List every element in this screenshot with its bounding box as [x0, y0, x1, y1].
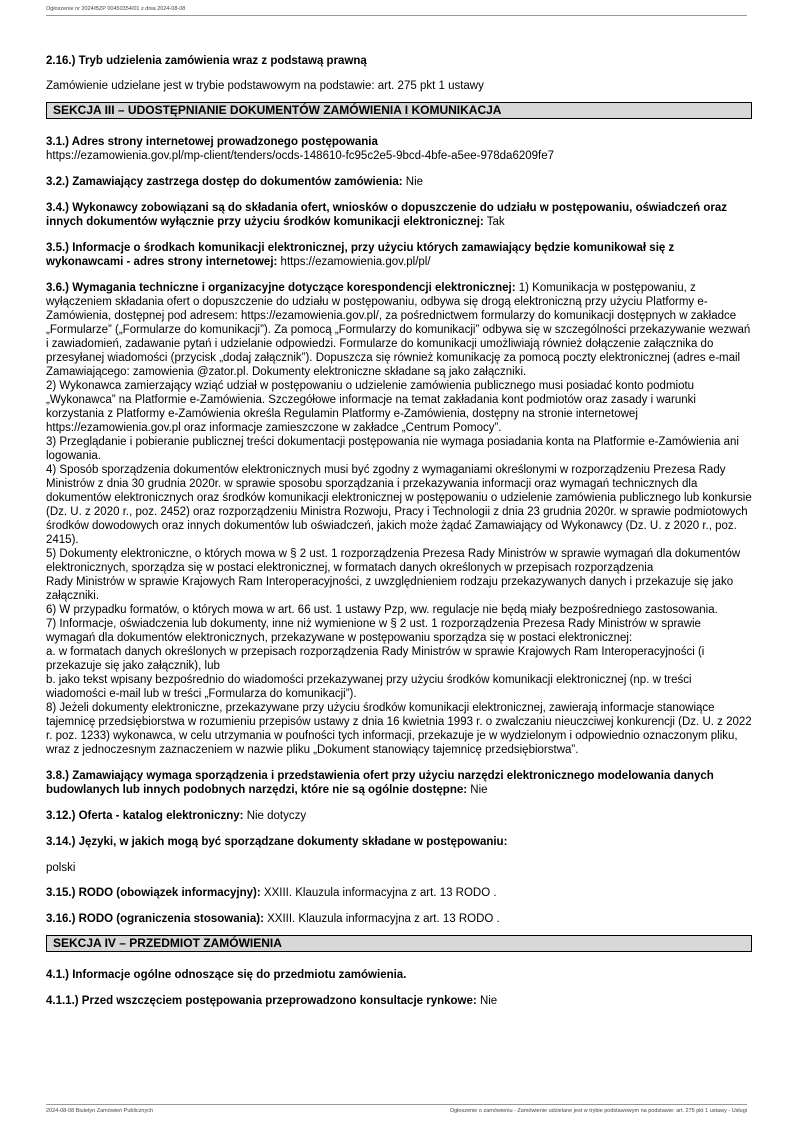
- s3-12-value: Nie dotyczy: [246, 810, 307, 822]
- footer-divider: [46, 1104, 747, 1105]
- s2-16-text: Zamówienie udzielane jest w trybie podstawowym na podstawie: art. 275 pkt 1 ustawy: [46, 80, 484, 92]
- s3-16-value: XXIII. Klauzula informacyjna z art. 13 RODO .: [267, 913, 500, 925]
- s3-16: 3.16.) RODO (ograniczenia stosowania): XXIII. Klauzula informacyjna z art. 13 RODO .: [46, 913, 500, 925]
- s3-6-line: 4) Sposób sporządzenia dokumentów elektronicznych musi być zgodny z wymaganiami określonymi w rozporządzeniu Prezesa Rady Ministrów z dnia 30 grudnia 2020r. w sprawie sposobu sporządzania i przekazywania informacji oraz wymagań technicznych dla dokumentów elektronicznych oraz środków komunikacji elektronicznej w postępowaniu o udzielenie zamówienia publicznego lub konkursie (Dz. U. z 2020 r., poz. 2452) oraz rozporządzeniu Ministra Rozwoju, Pracy i Technologii z dnia 23 grudnia 2020r. w sprawie podmiotowych środków dowodowych oraz innych dokumentów lub oświadczeń, jakich może żądać Zamawiający od Wykonawcy (Dz. U. z 2020 r., poz. 2415).: [46, 464, 752, 546]
- s3-14-title: 3.14.) Języki, w jakich mogą być sporządzane dokumenty składane w postępowaniu:: [46, 836, 508, 848]
- section-iv-header: SEKCJA IV – PRZEDMIOT ZAMÓWIENIA: [46, 935, 752, 952]
- s3-6-line: 8) Jeżeli dokumenty elektroniczne, przekazywane przy użyciu środków komunikacji elektronicznej, zawierają informacje stanowiące tajemnicę przedsiębiorstwa w rozumieniu przepisów ustawy z dnia 16 kwietnia 1993 r. o zwalczaniu nieuczciwej konkurencji (Dz. U. z 2022 r. poz. 1233) wykonawca, w celu utrzymania w poufności tych informacji, przekazuje je w wydzielonym i odpowiednio oznaczonym pliku, wraz z jednoczesnym zaznaczeniem w nazwie pliku „Dokument stanowiący tajemnicę przedsiębiorstwa”.: [46, 702, 752, 756]
- s4-1-title: 4.1.) Informacje ogólne odnoszące się do przedmiotu zamówienia.: [46, 969, 407, 981]
- s3-2-value: Nie: [405, 176, 424, 188]
- s3-6-line: Rady Ministrów w sprawie Krajowych Ram Interoperacyjności, z uwzględnieniem rodzaju przekazywanych danych i przekazuje się jako załączniki.: [46, 576, 734, 602]
- s3-1-url: https://ezamowienia.gov.pl/mp-client/tenders/ocds-148610-fc95c2e5-9bcd-4bfe-a5ee-978da6209fe7: [46, 150, 555, 162]
- s3-6-line: 2) Wykonawca zamierzający wziąć udział w postępowaniu o udzielenie zamówienia publicznego musi posiadać konto podmiotu „Wykonawca” na Platformie e-Zamówienia. Szczegółowe informacje na temat zakładania kont podmiotów oraz zasady i warunki korzystania z Platformy e-Zamówienia określa Regulamin Platformy e-Zamówienia, dostępny na stronie internetowej https://ezamowienia.gov.pl oraz informacje zamieszczone w zakładce „Centrum Pomocy”.: [46, 380, 696, 434]
- s3-4: 3.4.) Wykonawcy zobowiązani są do składania ofert, wniosków o dopuszczenie do udziału w postępowaniu, oświadczeń oraz innych dokumentów wyłącznie przy użyciu środków komunikacji elektronicznej: Tak: [46, 202, 727, 228]
- s3-1-title: 3.1.) Adres strony internetowej prowadzonego postępowania: [46, 136, 378, 148]
- s3-4-value: Tak: [486, 216, 505, 228]
- s3-6-line: 7) Informacje, oświadczenia lub dokumenty, inne niż wymienione w § 2 ust. 1 rozporządzenia Prezesa Rady Ministrów w sprawie wymagań dla dokumentów elektronicznych, przekazywane w postępowaniu sporządza się w postaci elektronicznej:: [46, 618, 701, 644]
- footer-left: 2024-08-08 Biuletyn Zamówień Publicznych: [46, 1108, 154, 1114]
- s3-6-intro-text: 1) Komunikacja w postępowaniu, z wyłączeniem składania ofert o dopuszczenie do udziału w postępowaniu, odbywa się drogą elektroniczną przy użyciu Platformy e-Zamówienia, dostępnej pod adresem: https://ezamowienia.gov.pl/, za pośrednictwem formularzy do komunikacji dostępnych w zakładce „Formularze” („Formularze do komunikacji”). Za pomocą „Formularzy do komunikacji” odbywa się w szczególności przekazywanie wezwań i zawiadomień, zadawanie pytań i udzielanie odpowiedzi. Formularze do komunikacji umożliwiają również dołączenie załącznika do przesyłanej wiadomości (przycisk „dodaj załącznik”). Dopuszcza się również komunikację za pomocą poczty elektronicznej (adres e-mail Zamawiającego: zamowienia @zator.pl. Dokumenty elektroniczne składane są jako załączniki.: [46, 282, 751, 378]
- s2-16-title: 2.16.) Tryb udzielenia zamówienia wraz z podstawą prawną: [46, 55, 367, 67]
- s4-1-1: 4.1.1.) Przed wszczęciem postępowania przeprowadzono konsultacje rynkowe: Nie: [46, 995, 498, 1007]
- s3-14-value: polski: [46, 862, 76, 874]
- footer-right: Ogłoszenie o zamówieniu - Zamówienie udzielane jest w trybie podstawowym na podstawie: art. 275 pkt 1 ustawy - Usługi: [449, 1108, 747, 1114]
- s3-2: 3.2.) Zamawiający zastrzega dostęp do dokumentów zamówienia: Nie: [46, 176, 424, 188]
- s4-1-1-value: Nie: [479, 995, 498, 1007]
- header-divider: [46, 15, 747, 16]
- s3-8: 3.8.) Zamawiający wymaga sporządzenia i przedstawienia ofert przy użyciu narzędzi elektronicznego modelowania danych budowlanych lub innych podobnych narzędzi, które nie są ogólnie dostępne: Nie: [46, 770, 714, 796]
- s3-8-value: Nie: [470, 784, 488, 796]
- s3-12: 3.12.) Oferta - katalog elektroniczny: Nie dotyczy: [46, 810, 307, 822]
- s3-6-line: 3) Przeglądanie i pobieranie publicznej treści dokumentacji postępowania nie wymaga posiadania konta na Platformie e-Zamówienia ani logowania.: [46, 436, 739, 462]
- page-header: Ogłoszenie nr 2024/BZP 00450354/01 z dnia 2024-08-08: [46, 6, 186, 12]
- s3-6-intro: 3.6.) Wymagania techniczne i organizacyjne dotyczące korespondencji elektronicznej: 1) Komunikacja w postępowaniu, z wyłączeniem składania ofert o dopuszczenie do udziału w postępowaniu, odbywa się drogą elektroniczną przy użyciu Platformy e-Zamówienia, dostępnej pod adresem: https://ezamowienia.gov.pl/, za pośrednictwem formularzy do komunikacji dostępnych w zakładce „Formularze” („Formularze do komunikacji”). Za pomocą „Formularzy do komunikacji” odbywa się w szczególności przekazywanie wezwań i zawiadomień, zadawanie pytań i udzielanie odpowiedzi. Formularze do komunikacji umożliwiają również dołączenie załącznika do przesyłanej wiadomości (przycisk „dodaj załącznik”). Dopuszcza się również komunikację za pomocą poczty elektronicznej (adres e-mail Zamawiającego: zamowienia @zator.pl. Dokumenty elektroniczne składane są jako załączniki.: [46, 282, 751, 378]
- s3-15-value: XXIII. Klauzula informacyjna z art. 13 RODO .: [263, 887, 497, 899]
- s3-5: 3.5.) Informacje o środkach komunikacji elektronicznej, przy użyciu których zamawiający będzie komunikował się z wykonawcami - adres strony internetowej: https://ezamowienia.gov.pl/pl/: [46, 242, 675, 268]
- s3-15: 3.15.) RODO (obowiązek informacyjny): XXIII. Klauzula informacyjna z art. 13 RODO .: [46, 887, 497, 899]
- s3-6-line: 6) W przypadku formatów, o których mowa w art. 66 ust. 1 ustawy Pzp, ww. regulacje nie będą miały bezpośredniego zastosowania.: [46, 604, 718, 616]
- document-body: [46, 54, 752, 1008]
- s3-6-line: a. w formatach danych określonych w przepisach rozporządzenia Rady Ministrów w sprawie Krajowych Ram Interoperacyjności (i przekazuje się jako załącznik), lub: [46, 646, 705, 672]
- s3-6-line: 5) Dokumenty elektroniczne, o których mowa w § 2 ust. 1 rozporządzenia Prezesa Rady Ministrów w sprawie wymagań dla dokumentów elektronicznych, sporządza się w postaci elektronicznej, w formatach danych określonych w przepisach rozporządzenia: [46, 548, 741, 574]
- s3-5-value: https://ezamowienia.gov.pl/pl/: [280, 256, 431, 268]
- section-iii-header: SEKCJA III – UDOSTĘPNIANIE DOKUMENTÓW ZAMÓWIENIA I KOMUNIKACJA: [46, 102, 752, 119]
- s3-6-line: b. jako tekst wpisany bezpośrednio do wiadomości przekazywanej przy użyciu środków komunikacji elektronicznej (np. w treści wiadomości e-mail lub w treści „Formularza do komunikacji”).: [46, 674, 692, 700]
